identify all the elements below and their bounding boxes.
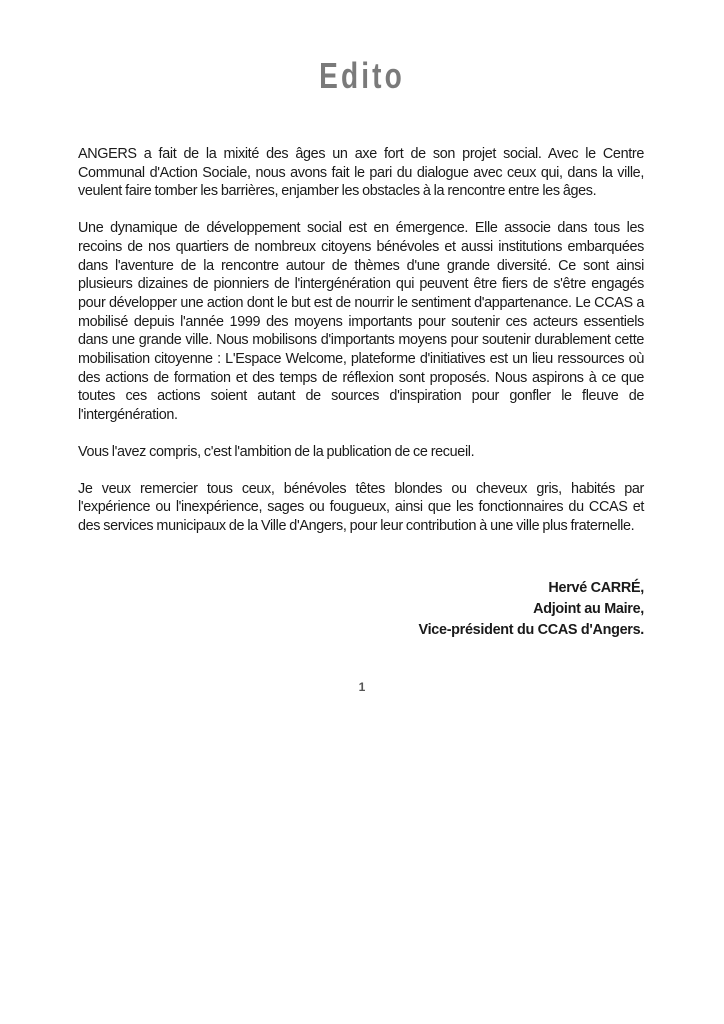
page-number: 1 [358, 680, 366, 694]
paragraph-dynamique: Une dynamique de développement social est en émergence. Elle associe dans tous les recoins de nos quartiers de nombreux citoyens bénévoles et aussi institutions embarquées dans l'aventure de la rencontre autour de thèmes d'une grande diversité. Ce sont ainsi plusieurs dizaines de pionniers de l'intergénération qui peuvent être fiers de s'être engagés pour développer une action dont le but est de nourrir le sentiment d'appartenance. Le CCAS a mobilisé depuis l'année 1999 des moyens importants pour soutenir ces acteurs essentiels dans une grande ville. Nous mobilisons d'importants moyens pour soutenir durablement cette mobilisation citoyenne : L'Espace Welcome, plateforme d'initiatives est un lieu ressources où des actions de formation et des temps de réflexion sont proposés. Nous aspirons à ce que toutes ces actions soient autant de sources d'inspiration pour gonfler le fleuve de l'intergénération. [78, 220, 644, 424]
signature-role-deputy-mayor: Adjoint au Maire, [533, 601, 644, 617]
page-title: Edito [319, 55, 405, 96]
paragraph-remerciements: Je veux remercier tous ceux, bénévoles têtes blondes ou cheveux gris, habités par l'expérience ou l'inexpérience, sages ou fougueux, ainsi que les fonctionnaires du CCAS et des services municipaux de la Ville d'Angers, pour leur contribution à une ville plus fraternelle. [78, 480, 644, 534]
paragraph-ambition: Vous l'avez compris, c'est l'ambition de la publication de ce recueil. [78, 443, 475, 460]
signature-name: Hervé CARRÉ, [548, 580, 644, 596]
editorial-body [78, 145, 644, 554]
signature-role-vice-president: Vice-président du CCAS d'Angers. [418, 622, 644, 638]
paragraph-intro: ANGERS a fait de la mixité des âges un axe fort de son projet social. Avec le Centre Communal d'Action Sociale, nous avons fait le pari du dialogue avec ceux qui, dans la ville, veulent faire tomber les barrières, enjamber les obstacles à la rencontre entre les âges. [78, 146, 644, 200]
signature-block [419, 578, 644, 641]
